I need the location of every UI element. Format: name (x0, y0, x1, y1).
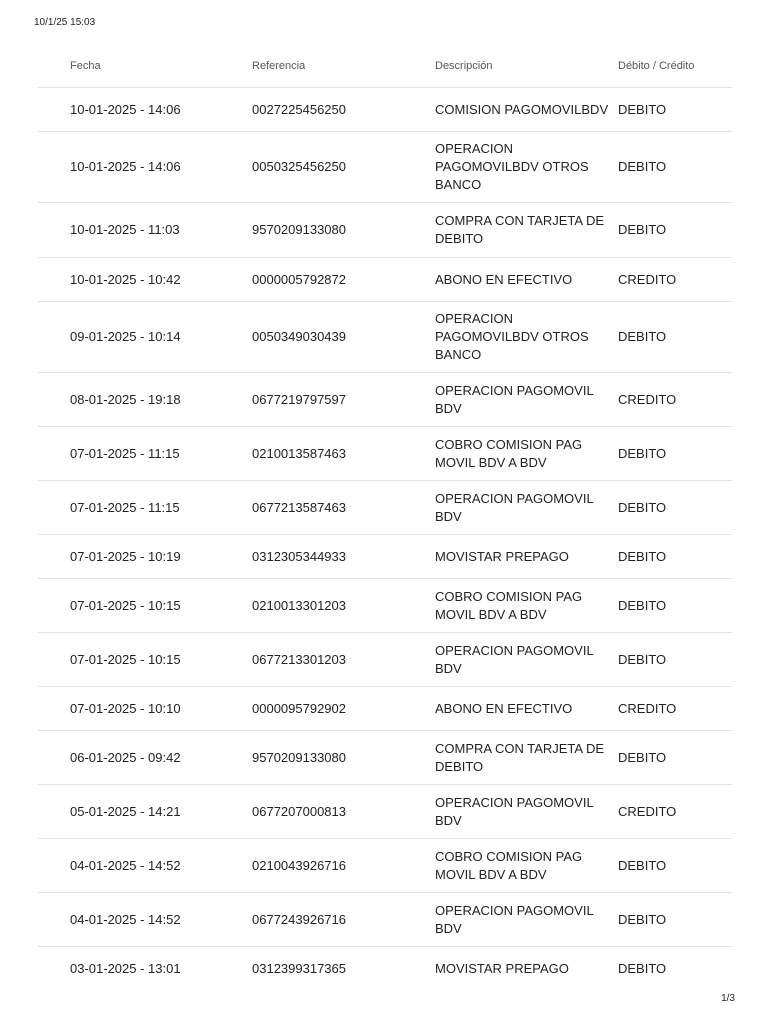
row-spacer (38, 633, 70, 687)
cell-referencia: 9570209133080 (252, 731, 435, 785)
cell-fecha: 07-01-2025 - 11:15 (70, 481, 252, 535)
cell-debito-credito: DEBITO (618, 427, 732, 481)
row-spacer (38, 427, 70, 481)
row-spacer (38, 132, 70, 203)
cell-descripcion: COBRO COMISION PAG MOVIL BDV A BDV (435, 427, 618, 481)
row-spacer (38, 731, 70, 785)
cell-descripcion: ABONO EN EFECTIVO (435, 258, 618, 302)
cell-debito-credito: DEBITO (618, 839, 732, 893)
cell-descripcion: COMISION PAGOMOVILBDV (435, 88, 618, 132)
cell-descripcion: OPERACION PAGOMOVIL BDV (435, 893, 618, 947)
table-row (38, 373, 732, 427)
table-row (38, 132, 732, 203)
cell-fecha: 04-01-2025 - 14:52 (70, 893, 252, 947)
page-number: 1/3 (721, 993, 735, 1004)
table-row (38, 88, 732, 132)
row-spacer (38, 687, 70, 731)
cell-debito-credito: DEBITO (618, 302, 732, 373)
cell-fecha: 07-01-2025 - 10:15 (70, 579, 252, 633)
cell-referencia: 0677207000813 (252, 785, 435, 839)
cell-referencia: 0000005792872 (252, 258, 435, 302)
cell-referencia: 0210043926716 (252, 839, 435, 893)
row-spacer (38, 373, 70, 427)
table-row (38, 785, 732, 839)
cell-descripcion: COMPRA CON TARJETA DE DEBITO (435, 731, 618, 785)
cell-referencia: 0210013301203 (252, 579, 435, 633)
table-row (38, 633, 732, 687)
cell-descripcion: OPERACION PAGOMOVIL BDV (435, 785, 618, 839)
table-row (38, 427, 732, 481)
cell-descripcion: COBRO COMISION PAG MOVIL BDV A BDV (435, 579, 618, 633)
column-header-debito-credito: Débito / Crédito (618, 44, 732, 88)
row-spacer (38, 785, 70, 839)
cell-descripcion: OPERACION PAGOMOVILBDV OTROS BANCO (435, 132, 618, 203)
cell-debito-credito: DEBITO (618, 633, 732, 687)
column-header-referencia: Referencia (252, 44, 435, 88)
row-spacer (38, 203, 70, 258)
table-row (38, 203, 732, 258)
cell-debito-credito: DEBITO (618, 535, 732, 579)
cell-fecha: 05-01-2025 - 14:21 (70, 785, 252, 839)
cell-descripcion: OPERACION PAGOMOVIL BDV (435, 633, 618, 687)
cell-fecha: 08-01-2025 - 19:18 (70, 373, 252, 427)
cell-referencia: 0312399317365 (252, 960, 346, 976)
cell-fecha: 07-01-2025 - 10:15 (70, 633, 252, 687)
table-row (38, 839, 732, 893)
cell-fecha: 10-01-2025 - 14:06 (70, 88, 252, 132)
cell-debito-credito: DEBITO (618, 481, 732, 535)
row-spacer (38, 302, 70, 373)
cell-debito-credito: CREDITO (618, 258, 732, 302)
table-header-row (38, 44, 732, 88)
cell-referencia: 0027225456250 (252, 88, 435, 132)
cell-fecha: 07-01-2025 - 10:10 (70, 687, 252, 731)
print-timestamp: 10/1/25 15:03 (34, 17, 96, 28)
cell-fecha: 04-01-2025 - 14:52 (70, 839, 252, 893)
cell-fecha: 10-01-2025 - 10:42 (70, 258, 252, 302)
table-row (38, 258, 732, 302)
cell-debito-credito: CREDITO (618, 785, 732, 839)
cell-referencia: 0312305344933 (252, 535, 435, 579)
cell-descripcion: OPERACION PAGOMOVILBDV OTROS BANCO (435, 302, 618, 373)
table-row (38, 893, 732, 947)
table-row (38, 687, 732, 731)
cell-referencia: 0677219797597 (252, 373, 435, 427)
table-row (38, 731, 732, 785)
cell-debito-credito: DEBITO (618, 960, 667, 976)
cell-debito-credito: DEBITO (618, 893, 732, 947)
cell-fecha: 10-01-2025 - 11:03 (70, 203, 252, 258)
cell-debito-credito: DEBITO (618, 203, 732, 258)
table-row (38, 535, 732, 579)
cell-descripcion: OPERACION PAGOMOVIL BDV (435, 481, 618, 535)
column-header-fecha: Fecha (70, 44, 252, 88)
cell-referencia: 0210013587463 (252, 427, 435, 481)
cell-referencia: 0677213587463 (252, 481, 435, 535)
header-spacer (38, 44, 70, 88)
cell-referencia: 0050349030439 (252, 302, 435, 373)
table-row (38, 579, 732, 633)
transactions-table (38, 44, 732, 991)
cell-fecha: 09-01-2025 - 10:14 (70, 302, 252, 373)
cell-fecha: 07-01-2025 - 11:15 (70, 427, 252, 481)
cell-descripcion: COMPRA CON TARJETA DE DEBITO (435, 203, 618, 258)
cell-fecha: 10-01-2025 - 14:06 (70, 132, 252, 203)
cell-debito-credito: DEBITO (618, 731, 732, 785)
row-spacer (38, 893, 70, 947)
cell-referencia: 0677243926716 (252, 893, 435, 947)
cell-fecha: 06-01-2025 - 09:42 (70, 731, 252, 785)
cell-descripcion: MOVISTAR PREPAGO (435, 535, 618, 579)
cell-descripcion: ABONO EN EFECTIVO (435, 687, 618, 731)
cell-debito-credito: CREDITO (618, 687, 732, 731)
cell-descripcion: OPERACION PAGOMOVIL BDV (435, 373, 618, 427)
cell-referencia: 0677213301203 (252, 633, 435, 687)
cell-debito-credito: CREDITO (618, 373, 732, 427)
column-header-descripcion: Descripción (435, 44, 618, 88)
cell-fecha: 03-01-2025 - 13:01 (70, 960, 181, 976)
row-spacer (38, 258, 70, 302)
cell-descripcion: COBRO COMISION PAG MOVIL BDV A BDV (435, 839, 618, 893)
cell-debito-credito: DEBITO (618, 88, 732, 132)
row-spacer (38, 579, 70, 633)
table-row (38, 947, 732, 991)
cell-referencia: 9570209133080 (252, 203, 435, 258)
cell-referencia: 0000095792902 (252, 687, 435, 731)
row-spacer (38, 88, 70, 132)
cell-descripcion: MOVISTAR PREPAGO (435, 960, 569, 976)
table-row (38, 481, 732, 535)
cell-fecha: 07-01-2025 - 10:19 (70, 535, 252, 579)
row-spacer (38, 535, 70, 579)
cell-referencia: 0050325456250 (252, 132, 435, 203)
row-spacer (38, 947, 70, 991)
cell-debito-credito: DEBITO (618, 579, 732, 633)
table-body (38, 88, 732, 991)
row-spacer (38, 481, 70, 535)
row-spacer (38, 839, 70, 893)
cell-debito-credito: DEBITO (618, 132, 732, 203)
table-row (38, 302, 732, 373)
